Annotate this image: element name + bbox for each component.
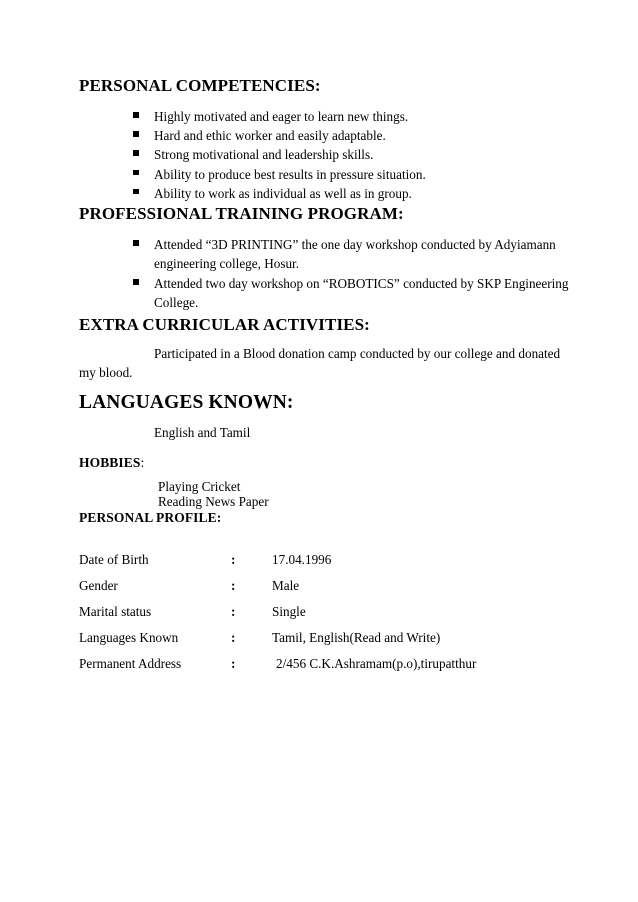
profile-separator: : bbox=[231, 578, 236, 593]
profile-value: 2/456 C.K.Ashramam(p.o),tirupatthur bbox=[276, 656, 477, 671]
competency-text: Highly motivated and eager to learn new things. bbox=[154, 109, 409, 124]
training-line: Attended “3D PRINTING” the one day workshop conducted by Adyiamann bbox=[154, 237, 556, 252]
list-item bbox=[133, 126, 426, 145]
profile-row bbox=[79, 604, 559, 624]
profile-value: Male bbox=[272, 578, 300, 593]
list-item bbox=[133, 107, 426, 126]
extra-curricular-text-line1: Participated in a Blood donation camp conducted by our college and donated bbox=[154, 346, 561, 361]
list-item bbox=[133, 184, 426, 203]
list-item bbox=[133, 145, 426, 164]
profile-separator: : bbox=[231, 552, 236, 567]
profile-separator: : bbox=[231, 630, 236, 645]
profile-value: 17.04.1996 bbox=[272, 552, 332, 567]
list-item bbox=[133, 235, 569, 273]
hobby-item: Playing Cricket bbox=[158, 479, 241, 494]
bullet-square-icon bbox=[133, 170, 139, 176]
list-item bbox=[133, 165, 426, 184]
profile-row bbox=[79, 552, 559, 572]
profile-value: Tamil, English(Read and Write) bbox=[272, 630, 441, 645]
extra-curricular-text-line2: my blood. bbox=[79, 365, 133, 380]
bullet-square-icon bbox=[133, 131, 139, 137]
professional-training-heading: PROFESSIONAL TRAINING PROGRAM: bbox=[79, 204, 404, 223]
profile-label: Gender bbox=[79, 578, 118, 593]
extra-curricular-heading: EXTRA CURRICULAR ACTIVITIES: bbox=[79, 315, 370, 334]
profile-separator: : bbox=[231, 604, 236, 619]
hobbies-heading-text: HOBBIES bbox=[79, 455, 141, 470]
languages-known-text: English and Tamil bbox=[154, 425, 251, 440]
bullet-square-icon bbox=[133, 240, 139, 246]
profile-label: Languages Known bbox=[79, 630, 179, 645]
bullet-square-icon bbox=[133, 189, 139, 195]
personal-profile-heading: PERSONAL PROFILE: bbox=[79, 510, 222, 525]
personal-competencies-heading: PERSONAL COMPETENCIES: bbox=[79, 76, 321, 95]
hobbies-colon: : bbox=[140, 455, 145, 470]
training-line: College. bbox=[154, 295, 199, 310]
list-item bbox=[133, 274, 569, 312]
competency-text: Ability to produce best results in pressure situation. bbox=[154, 166, 426, 182]
profile-label: Date of Birth bbox=[79, 552, 149, 567]
personal-competencies-list bbox=[133, 107, 426, 203]
profile-row bbox=[79, 630, 559, 650]
training-line: engineering college, Hosur. bbox=[154, 256, 300, 271]
profile-row bbox=[79, 578, 559, 598]
profile-value: Single bbox=[272, 604, 306, 619]
bullet-square-icon bbox=[133, 112, 139, 118]
profile-label: Marital status bbox=[79, 604, 152, 619]
competency-text: Hard and ethic worker and easily adaptable. bbox=[154, 128, 386, 144]
profile-row bbox=[79, 656, 559, 676]
profile-separator: : bbox=[231, 656, 236, 671]
competency-text: Ability to work as individual as well as in group. bbox=[154, 185, 412, 201]
competency-text: Strong motivational and leadership skills. bbox=[154, 147, 374, 163]
profile-label: Permanent Address bbox=[79, 656, 182, 671]
training-line: Attended two day workshop on “ROBOTICS” conducted by SKP Engineering bbox=[154, 276, 569, 291]
hobby-item: Reading News Paper bbox=[158, 494, 269, 509]
hobbies-heading bbox=[79, 455, 144, 471]
languages-known-heading: LANGUAGES KNOWN: bbox=[79, 392, 294, 413]
professional-training-list bbox=[133, 235, 569, 312]
bullet-square-icon bbox=[133, 279, 139, 285]
bullet-square-icon bbox=[133, 150, 139, 156]
